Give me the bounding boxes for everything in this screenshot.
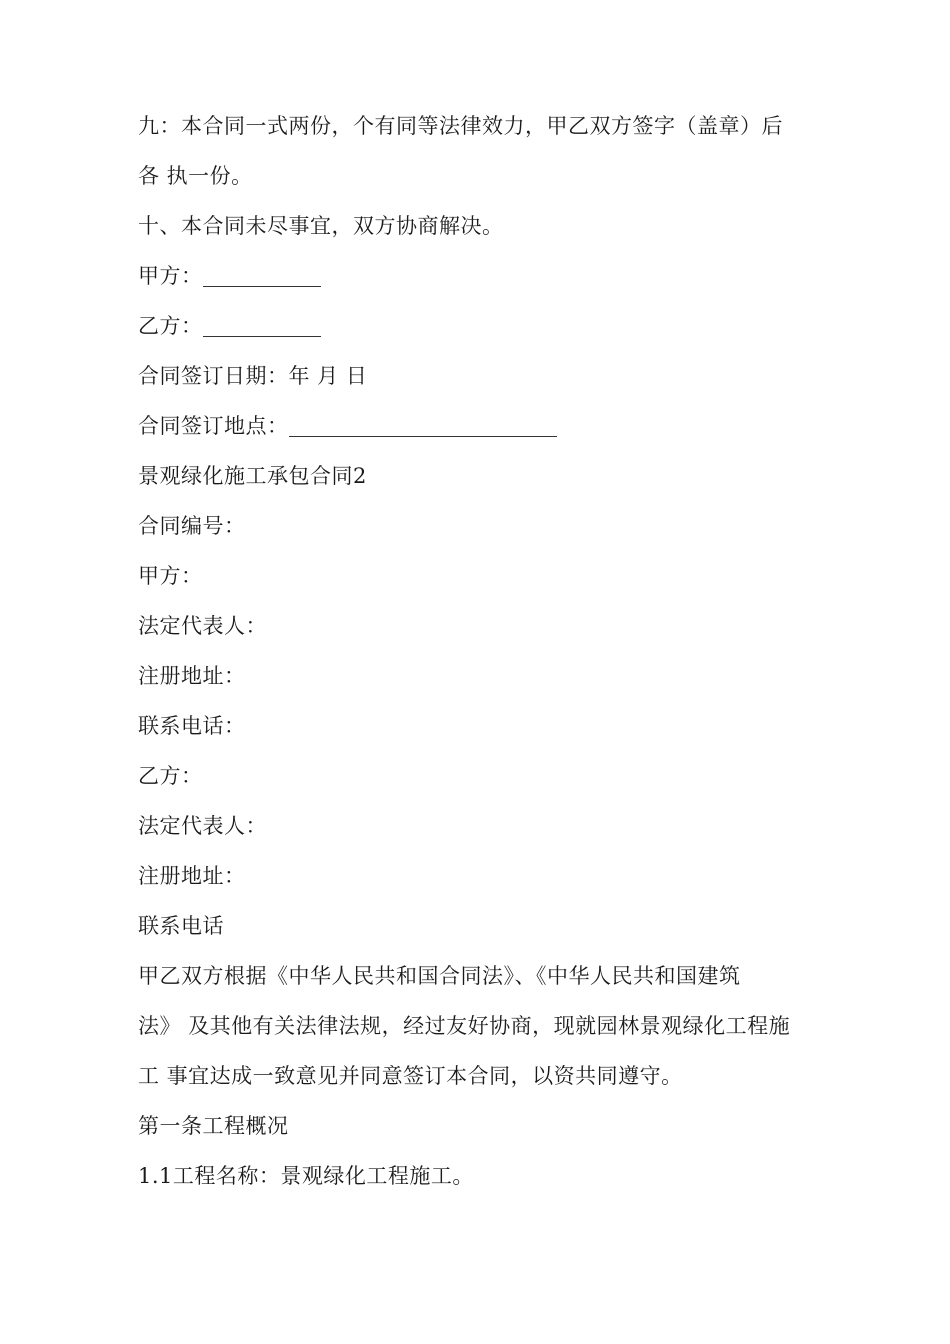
- contract-title: 景观绿化施工承包合同2: [138, 464, 367, 488]
- contract-number: 合同编号：: [138, 514, 246, 538]
- preamble-line-2: 法》 及其他有关法律法规，经过友好协商，现就园林景观绿化工程施: [138, 1014, 791, 1038]
- signing-place-blank: [289, 416, 557, 437]
- party-a-signature-line: [138, 262, 321, 290]
- party-a-representative: 法定代表人：: [138, 614, 267, 638]
- party-b-representative: 法定代表人：: [138, 814, 267, 838]
- article-one-item-1-1: 1.1工程名称：景观绿化工程施工。: [138, 1164, 474, 1188]
- preamble-line-1: 甲乙双方根据《中华人民共和国合同法》、《中华人民共和国建筑: [138, 964, 741, 988]
- party-b-heading: 乙方：: [138, 764, 203, 788]
- clause-nine-line-2: 各 执一份。: [138, 164, 253, 188]
- party-b-label: 乙方：: [138, 314, 203, 338]
- article-one-heading: 第一条工程概况: [138, 1114, 289, 1138]
- party-a-phone: 联系电话：: [138, 714, 246, 738]
- party-a-heading: 甲方：: [138, 564, 203, 588]
- clause-nine-line-1: 九：本合同一式两份，个有同等法律效力，甲乙双方签字（盖章）后: [138, 114, 783, 138]
- party-b-address: 注册地址：: [138, 864, 246, 888]
- party-b-signature-line: [138, 312, 321, 340]
- signing-place-label: 合同签订地点：: [138, 414, 289, 438]
- clause-ten: 十、本合同未尽事宜，双方协商解决。: [138, 214, 504, 238]
- signing-place-line: [138, 412, 557, 440]
- signing-date: 合同签订日期：年 月 日: [138, 364, 368, 388]
- party-a-label: 甲方：: [138, 264, 203, 288]
- preamble-line-3: 工 事宜达成一致意见并同意签订本合同，以资共同遵守。: [138, 1064, 683, 1088]
- party-a-blank: [203, 266, 321, 287]
- party-b-blank: [203, 316, 321, 337]
- party-a-address: 注册地址：: [138, 664, 246, 688]
- party-b-phone: 联系电话: [138, 914, 224, 938]
